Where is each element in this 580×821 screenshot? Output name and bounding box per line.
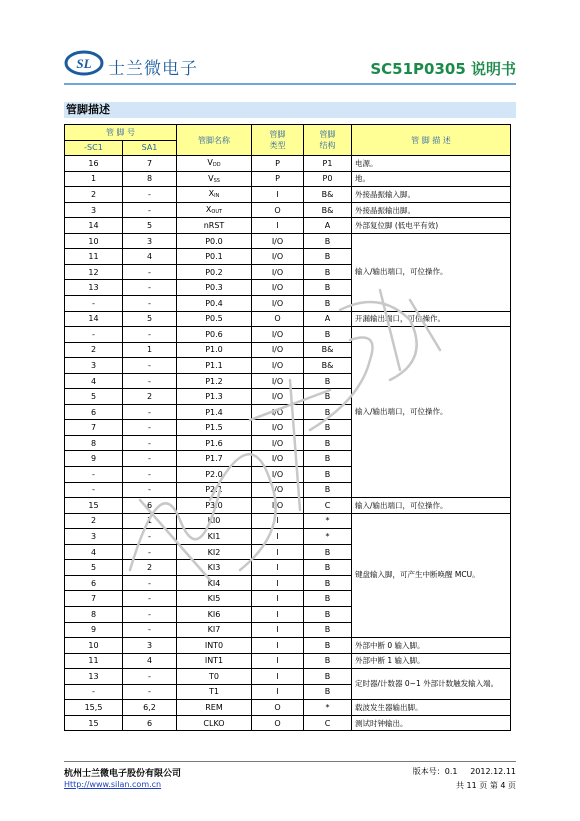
cell-sc1: 3 — [65, 358, 123, 374]
cell-description: 测试时钟输出。 — [352, 715, 511, 731]
cell-pin-structure: B& — [304, 187, 352, 203]
cell-pin-type: I/O — [252, 233, 304, 249]
cell-pin-structure: B — [304, 249, 352, 265]
cell-pin-name: P1.5 — [177, 420, 252, 436]
cell-pin-structure: B — [304, 327, 352, 343]
table-row — [65, 171, 511, 187]
cell-description: 载波发生器输出脚。 — [352, 700, 511, 716]
cell-sa1: - — [123, 669, 177, 685]
table-row — [65, 327, 511, 343]
cell-sc1: 2 — [65, 187, 123, 203]
cell-pin-type: P — [252, 171, 304, 187]
cell-sa1: 2 — [123, 560, 177, 576]
footer-version: 版本号：0.1 2012.12.11 — [412, 767, 516, 776]
cell-pin-structure: B — [304, 606, 352, 622]
cell-sc1: 12 — [65, 264, 123, 280]
document-title: SC51P0305 说明书 — [370, 60, 516, 78]
cell-pin-structure: B — [304, 280, 352, 296]
cell-pin-type: I — [252, 529, 304, 545]
cell-sa1: - — [123, 404, 177, 420]
cell-pin-structure: B — [304, 467, 352, 483]
cell-sc1: 3 — [65, 202, 123, 218]
cell-pin-name: nRST — [177, 218, 252, 234]
cell-pin-structure: B — [304, 575, 352, 591]
footer-company: 杭州士兰微电子股份有限公司 — [64, 769, 182, 779]
cell-description-group: 定时器/计数器 0~1 外部计数触发输入端。 — [352, 669, 511, 700]
cell-pin-type: I/O — [252, 358, 304, 374]
cell-description: 输入/输出端口，可位操作。 — [352, 498, 511, 514]
cell-pin-name: P0.0 — [177, 233, 252, 249]
section-title: 管脚描述 — [64, 102, 516, 118]
cell-sc1: 5 — [65, 389, 123, 405]
cell-sc1: 11 — [65, 249, 123, 265]
cell-description: 地。 — [352, 171, 511, 187]
cell-pin-type: I — [252, 591, 304, 607]
cell-pin-name: KI2 — [177, 544, 252, 560]
cell-pin-type: I — [252, 606, 304, 622]
cell-pin-type: I — [252, 513, 304, 529]
cell-sa1: 2 — [123, 389, 177, 405]
cell-sa1: - — [123, 575, 177, 591]
cell-sa1: - — [123, 684, 177, 700]
cell-sc1: 4 — [65, 373, 123, 389]
cell-pin-name: INT1 — [177, 653, 252, 669]
cell-pin-name: P2.1 — [177, 482, 252, 498]
cell-sc1: 7 — [65, 420, 123, 436]
cell-pin-structure: B — [304, 233, 352, 249]
cell-pin-type: I/O — [252, 451, 304, 467]
col-pin-number: 管 脚 号 — [65, 125, 177, 141]
cell-pin-name: P1.2 — [177, 373, 252, 389]
cell-pin-structure: C — [304, 715, 352, 731]
footer-divider — [64, 761, 516, 762]
cell-sa1: - — [123, 358, 177, 374]
cell-sa1: - — [123, 591, 177, 607]
cell-pin-type: O — [252, 715, 304, 731]
cell-pin-name: $V_{DD}$ — [177, 156, 252, 172]
cell-pin-name: P1.3 — [177, 389, 252, 405]
cell-pin-name: P0.3 — [177, 280, 252, 296]
cell-pin-name: $X_{OUT}$ — [177, 202, 252, 218]
cell-sa1: - — [123, 202, 177, 218]
col-pin-structure: 管脚 结构 — [304, 125, 352, 156]
cell-sc1: 13 — [65, 669, 123, 685]
cell-pin-type: I — [252, 638, 304, 654]
cell-sa1: - — [123, 435, 177, 451]
cell-pin-name: KI7 — [177, 622, 252, 638]
table-row — [65, 202, 511, 218]
cell-pin-type: O — [252, 311, 304, 327]
cell-pin-structure: B — [304, 544, 352, 560]
cell-pin-structure: B — [304, 482, 352, 498]
cell-sc1: 6 — [65, 575, 123, 591]
company-name: 士兰微电子 — [108, 59, 198, 79]
table-row — [65, 513, 511, 529]
cell-sa1: - — [123, 482, 177, 498]
cell-pin-name: REM — [177, 700, 252, 716]
cell-sc1: 4 — [65, 544, 123, 560]
table-row — [65, 653, 511, 669]
cell-pin-structure: B — [304, 389, 352, 405]
cell-pin-name: P1.6 — [177, 435, 252, 451]
cell-pin-name: $V_{SS}$ — [177, 171, 252, 187]
cell-sc1: 8 — [65, 435, 123, 451]
cell-sa1: 6 — [123, 715, 177, 731]
cell-sa1: 1 — [123, 342, 177, 358]
cell-sa1: - — [123, 529, 177, 545]
cell-pin-name: P0.6 — [177, 327, 252, 343]
cell-sa1: 3 — [123, 233, 177, 249]
cell-pin-name: INT0 — [177, 638, 252, 654]
cell-pin-structure: P1 — [304, 156, 352, 172]
cell-pin-name: KI5 — [177, 591, 252, 607]
cell-sc1: 10 — [65, 233, 123, 249]
cell-pin-structure: B — [304, 435, 352, 451]
cell-sa1: 7 — [123, 156, 177, 172]
cell-pin-name: $X_{IN}$ — [177, 187, 252, 203]
cell-pin-structure: B& — [304, 342, 352, 358]
cell-pin-name: P1.4 — [177, 404, 252, 420]
cell-description-group: 输入/输出端口，可位操作。 — [352, 327, 511, 498]
cell-sa1: 5 — [123, 311, 177, 327]
cell-pin-type: I — [252, 684, 304, 700]
cell-sc1: 16 — [65, 156, 123, 172]
cell-pin-structure: B — [304, 373, 352, 389]
cell-sa1: - — [123, 622, 177, 638]
cell-sa1: - — [123, 187, 177, 203]
cell-description-group: 键盘输入脚，可产生中断唤醒 MCU。 — [352, 513, 511, 637]
cell-sa1: - — [123, 327, 177, 343]
cell-sa1: 4 — [123, 653, 177, 669]
logo-text: SL — [76, 56, 92, 71]
page-header — [64, 50, 516, 82]
cell-sa1: 8 — [123, 171, 177, 187]
cell-pin-name: T1 — [177, 684, 252, 700]
cell-sa1: - — [123, 280, 177, 296]
cell-sc1: - — [65, 327, 123, 343]
cell-pin-structure: B — [304, 420, 352, 436]
cell-pin-structure: B — [304, 669, 352, 685]
cell-sa1: - — [123, 451, 177, 467]
cell-pin-structure: B — [304, 591, 352, 607]
cell-description: 外接晶振输出脚。 — [352, 202, 511, 218]
cell-sc1: 15 — [65, 498, 123, 514]
table-row — [65, 638, 511, 654]
cell-sa1: 6 — [123, 498, 177, 514]
cell-pin-structure: B — [304, 622, 352, 638]
cell-pin-name: P1.7 — [177, 451, 252, 467]
cell-pin-name: KI6 — [177, 606, 252, 622]
cell-pin-name: P0.5 — [177, 311, 252, 327]
table-row — [65, 311, 511, 327]
cell-pin-structure: B& — [304, 358, 352, 374]
cell-sa1: 6,2 — [123, 700, 177, 716]
cell-sc1: 14 — [65, 218, 123, 234]
cell-pin-structure: B — [304, 296, 352, 312]
cell-pin-type: I — [252, 187, 304, 203]
table-row — [65, 156, 511, 172]
cell-sa1: 1 — [123, 513, 177, 529]
footer-url-link[interactable]: Http://www.silan.com.cn — [64, 780, 162, 789]
cell-pin-name: P0.4 — [177, 296, 252, 312]
cell-pin-type: I — [252, 544, 304, 560]
cell-pin-structure: B — [304, 560, 352, 576]
cell-sc1: 2 — [65, 513, 123, 529]
cell-pin-name: P1.0 — [177, 342, 252, 358]
cell-sc1: 15 — [65, 715, 123, 731]
cell-sc1: 2 — [65, 342, 123, 358]
cell-description: 电源。 — [352, 156, 511, 172]
cell-sc1: 5 — [65, 560, 123, 576]
cell-pin-structure: B — [304, 404, 352, 420]
cell-pin-type: I/O — [252, 404, 304, 420]
cell-pin-structure: B — [304, 653, 352, 669]
cell-sc1: 9 — [65, 451, 123, 467]
cell-pin-name: P3.0 — [177, 498, 252, 514]
cell-sa1: - — [123, 373, 177, 389]
cell-pin-structure: C — [304, 498, 352, 514]
cell-pin-structure: B& — [304, 202, 352, 218]
cell-pin-type: I/O — [252, 467, 304, 483]
cell-pin-type: I/O — [252, 498, 304, 514]
cell-description: 外部中断 0 输入脚。 — [352, 638, 511, 654]
table-row — [65, 187, 511, 203]
cell-sa1: 4 — [123, 249, 177, 265]
cell-sa1: - — [123, 544, 177, 560]
cell-pin-structure: A — [304, 311, 352, 327]
cell-pin-type: I/O — [252, 389, 304, 405]
cell-sa1: 3 — [123, 638, 177, 654]
cell-sc1: 8 — [65, 606, 123, 622]
table-row — [65, 218, 511, 234]
cell-sa1: 5 — [123, 218, 177, 234]
cell-sc1: 11 — [65, 653, 123, 669]
cell-pin-name: KI4 — [177, 575, 252, 591]
cell-sc1: 1 — [65, 171, 123, 187]
cell-sa1: - — [123, 296, 177, 312]
cell-pin-type: I/O — [252, 249, 304, 265]
cell-pin-name: T0 — [177, 669, 252, 685]
cell-pin-name: KI3 — [177, 560, 252, 576]
cell-pin-structure: * — [304, 700, 352, 716]
cell-pin-structure: B — [304, 264, 352, 280]
cell-pin-structure: P0 — [304, 171, 352, 187]
cell-sa1: - — [123, 420, 177, 436]
cell-pin-type: I/O — [252, 296, 304, 312]
table-row — [65, 715, 511, 731]
cell-pin-type: I — [252, 560, 304, 576]
cell-sa1: - — [123, 264, 177, 280]
cell-pin-type: I — [252, 653, 304, 669]
cell-pin-type: I/O — [252, 373, 304, 389]
cell-pin-name: KI0 — [177, 513, 252, 529]
cell-pin-type: P — [252, 156, 304, 172]
cell-pin-type: I/O — [252, 327, 304, 343]
col-pin-type: 管脚 类型 — [252, 125, 304, 156]
cell-pin-name: P0.1 — [177, 249, 252, 265]
cell-description: 外部中断 1 输入脚。 — [352, 653, 511, 669]
cell-pin-type: I/O — [252, 264, 304, 280]
cell-pin-type: I/O — [252, 280, 304, 296]
cell-sa1: - — [123, 606, 177, 622]
footer-page-number: 共 11 页 第 4 页 — [456, 781, 516, 790]
cell-sc1: 10 — [65, 638, 123, 654]
cell-pin-structure: B — [304, 451, 352, 467]
cell-pin-type: I/O — [252, 420, 304, 436]
cell-pin-type: O — [252, 202, 304, 218]
cell-sc1: 6 — [65, 404, 123, 420]
header-divider — [64, 83, 516, 85]
cell-sa1: - — [123, 467, 177, 483]
col-pin-description: 管 脚 描 述 — [352, 125, 511, 156]
col-sc1: -SC1 — [65, 140, 123, 156]
cell-sc1: - — [65, 296, 123, 312]
cell-description-group: 输入/输出端口，可位操作。 — [352, 233, 511, 311]
cell-pin-type: I — [252, 575, 304, 591]
cell-pin-structure: A — [304, 218, 352, 234]
table-row — [65, 498, 511, 514]
cell-pin-name: CLKO — [177, 715, 252, 731]
cell-sc1: 3 — [65, 529, 123, 545]
cell-sc1: - — [65, 482, 123, 498]
cell-sc1: 15,5 — [65, 700, 123, 716]
cell-sc1: - — [65, 467, 123, 483]
col-pin-name: 管脚名称 — [177, 125, 252, 156]
cell-pin-name: P1.1 — [177, 358, 252, 374]
cell-pin-type: I — [252, 218, 304, 234]
cell-description: 外接晶振输入脚。 — [352, 187, 511, 203]
cell-sc1: 7 — [65, 591, 123, 607]
cell-description: 开漏输出端口，可位操作。 — [352, 311, 511, 327]
table-row — [65, 700, 511, 716]
cell-sc1: - — [65, 684, 123, 700]
cell-pin-name: KI1 — [177, 529, 252, 545]
table-row — [65, 669, 511, 685]
cell-pin-type: O — [252, 700, 304, 716]
table-row — [65, 233, 511, 249]
cell-pin-type: I — [252, 669, 304, 685]
silan-logo-icon — [64, 50, 104, 76]
cell-sc1: 14 — [65, 311, 123, 327]
cell-sc1: 13 — [65, 280, 123, 296]
pin-description-table — [64, 124, 511, 731]
cell-pin-structure: * — [304, 529, 352, 545]
cell-pin-type: I/O — [252, 435, 304, 451]
cell-pin-structure: B — [304, 684, 352, 700]
cell-pin-name: P2.0 — [177, 467, 252, 483]
cell-pin-type: I — [252, 622, 304, 638]
col-sa1: SA1 — [123, 140, 177, 156]
cell-pin-name: P0.2 — [177, 264, 252, 280]
cell-pin-structure: B — [304, 638, 352, 654]
cell-sc1: 9 — [65, 622, 123, 638]
cell-pin-type: I/O — [252, 342, 304, 358]
cell-pin-structure: * — [304, 513, 352, 529]
cell-description: 外部复位脚 (低电平有效) — [352, 218, 511, 234]
cell-pin-type: I/O — [252, 482, 304, 498]
